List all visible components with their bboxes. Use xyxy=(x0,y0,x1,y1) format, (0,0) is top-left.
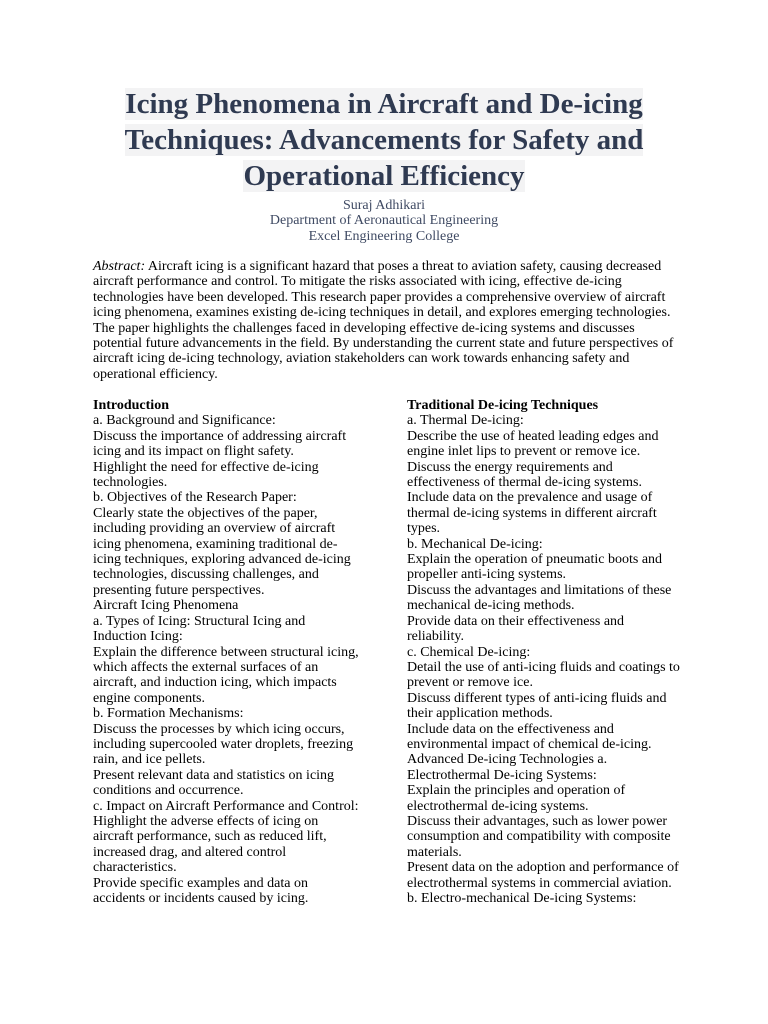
paragraph: Explain the operation of pneumatic boots and propeller anti-icing systems. xyxy=(407,552,663,583)
paragraph: Provide data on their effectiveness and reliability. xyxy=(407,613,625,645)
title-line: Operational Efficiency xyxy=(243,160,525,192)
paragraph: Highlight the need for effective de-icing technologies. xyxy=(93,459,319,491)
paragraph: Discuss the processes by which icing occurs, including supercooled water droplets, freezing rain, and ice pellets. xyxy=(93,721,354,768)
paragraph: c. Chemical De-icing: xyxy=(407,644,531,660)
right-column xyxy=(407,398,682,906)
paragraph: Clearly state the objectives of the paper, including providing an overview of aircraft icing phenomena, examining traditional de-icing techniques, exploring advanced de-icing technologies, discussing challenges, and presenting future perspectives. xyxy=(93,505,351,598)
paragraph: b. Mechanical De-icing: xyxy=(407,536,543,552)
paragraph: Explain the principles and operation of electrothermal de-icing systems. xyxy=(407,783,626,814)
paragraph: b. Formation Mechanisms: xyxy=(93,706,244,722)
paragraph: Discuss the energy requirements and effectiveness of thermal de-icing systems. xyxy=(407,459,642,491)
section-heading: Introduction xyxy=(93,398,169,413)
paragraph: Present relevant data and statistics on icing conditions and occurrence. xyxy=(93,767,335,799)
paragraph: Electrothermal De-icing Systems: xyxy=(407,767,597,783)
paragraph: Discuss the importance of addressing aircraft icing and its impact on flight safety. xyxy=(93,428,347,460)
title-line: Techniques: Advancements for Safety and xyxy=(124,124,644,156)
paragraph: Present data on the adoption and performance of electrothermal systems in commercial aviation. xyxy=(407,860,679,891)
paragraph: Discuss the advantages and limitations of these mechanical de-icing methods. xyxy=(407,582,672,614)
section-heading: Traditional De-icing Techniques xyxy=(407,398,599,413)
paper-title xyxy=(84,86,684,194)
abstract-text: Aircraft icing is a significant hazard that poses a threat to aviation safety, causing decreased aircraft performance and control. To mitigate the risks associated with icing, effective de-icing technologies have been developed. This research paper provides a comprehensive overview of aircraft icing phenomena, examines existing de-icing techniques in detail, and explores emerging technologies. The paper highlights the challenges faced in developing effective de-icing systems and discusses potential future advancements in the field. By understanding the current state and future perspectives of aircraft icing de-icing technology, aviation stakeholders can work towards enhancing safety and operational efficiency. xyxy=(93,259,674,382)
paragraph: Provide specific examples and data on accidents or incidents caused by icing. xyxy=(93,875,309,906)
paragraph: Discuss their advantages, such as lower power consumption and compatibility with composite materials. xyxy=(407,813,671,860)
paragraph: Detail the use of anti-icing fluids and coatings to prevent or remove ice. xyxy=(407,659,680,691)
paragraph: a. Types of Icing: Structural Icing and Induction Icing: xyxy=(93,613,306,645)
paragraph: c. Impact on Aircraft Performance and Control: xyxy=(93,798,359,814)
paragraph: Advanced De-icing Technologies a. xyxy=(407,752,608,768)
author-name: Suraj Adhikari xyxy=(342,198,426,213)
paragraph: Explain the difference between structural icing, which affects the external surfaces of an aircraft, and induction icing, which impacts engine components. xyxy=(93,644,359,706)
title-line: Icing Phenomena in Aircraft and De-icing xyxy=(125,88,643,120)
author-block xyxy=(84,198,684,244)
author-department: Department of Aeronautical Engineering xyxy=(269,213,499,229)
abstract xyxy=(93,259,683,382)
author-institution: Excel Engineering College xyxy=(308,228,460,244)
paragraph: Highlight the adverse effects of icing on aircraft performance, such as reduced lift, increased drag, and altered control characteristics. xyxy=(93,813,327,876)
paragraph: Aircraft Icing Phenomena xyxy=(93,598,239,614)
paragraph: Discuss different types of anti-icing fluids and their application methods. xyxy=(407,690,667,722)
paragraph: Describe the use of heated leading edges and engine inlet lips to prevent or remove ice. xyxy=(407,428,659,460)
paragraph: Include data on the prevalence and usage of thermal de-icing systems in different aircraft types. xyxy=(407,490,657,537)
paragraph: a. Background and Significance: xyxy=(93,413,276,429)
paragraph: b. Objectives of the Research Paper: xyxy=(93,490,297,506)
paragraph: b. Electro-mechanical De-icing Systems: xyxy=(407,891,637,906)
abstract-label: Abstract: xyxy=(93,259,146,274)
left-column xyxy=(93,398,361,906)
paragraph: a. Thermal De-icing: xyxy=(407,413,524,429)
paragraph: Include data on the effectiveness and environmental impact of chemical de-icing. xyxy=(407,721,652,752)
